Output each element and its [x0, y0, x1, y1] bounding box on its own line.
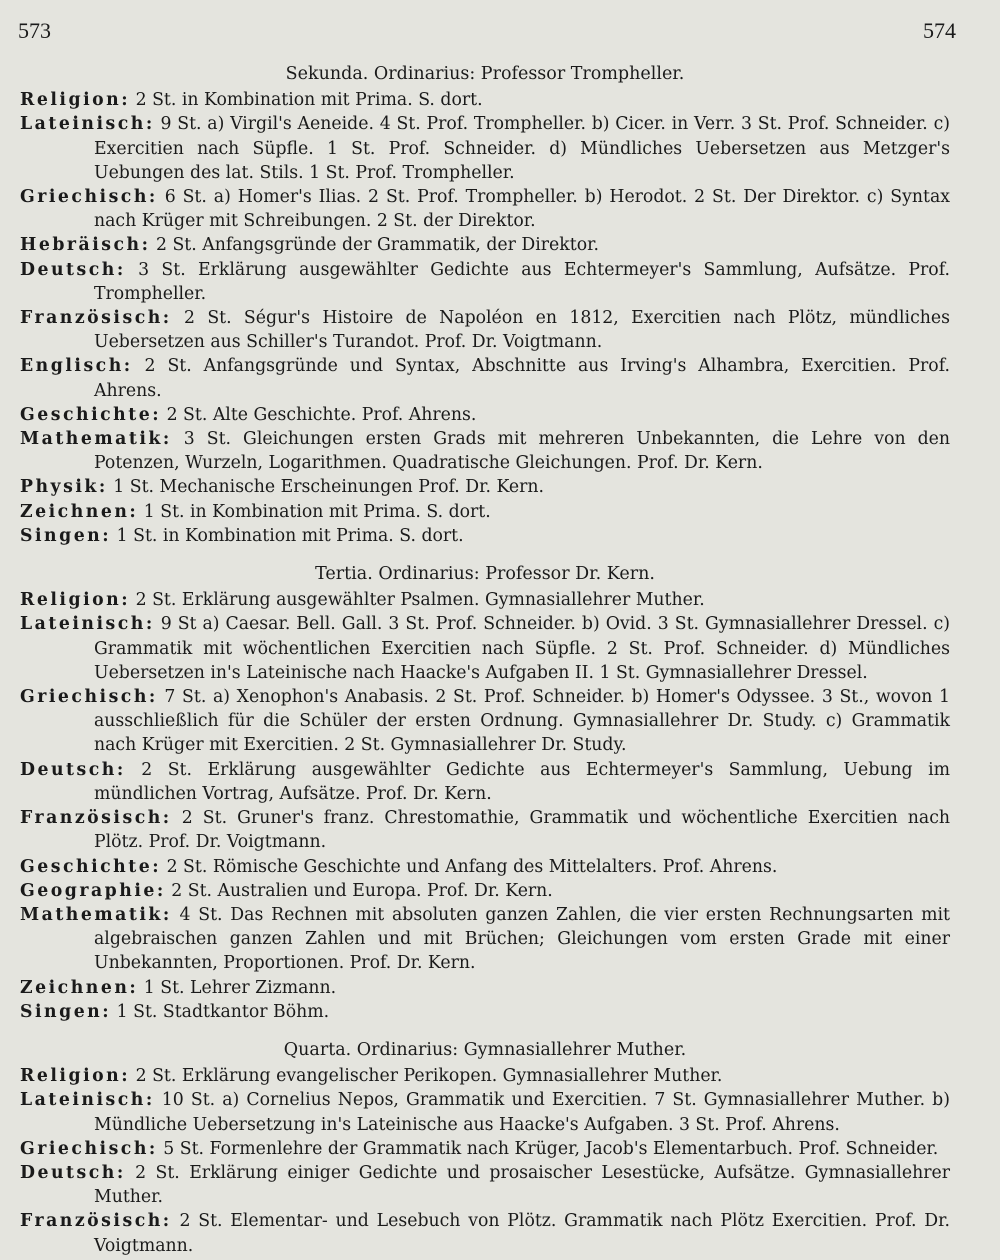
subject-label: Mathematik: — [20, 429, 172, 450]
entry — [20, 1209, 950, 1257]
entry — [20, 258, 950, 306]
subject-label: Hebräisch: — [20, 235, 151, 256]
entry-text: 2 St. Anfangsgründe und Syntax, Abschnitte aus Irving's Alhambra, Exercitien. Prof. Ahrens. — [94, 356, 950, 401]
entry — [20, 1137, 950, 1161]
subject-label: Lateinisch: — [20, 614, 155, 635]
entry — [20, 612, 950, 685]
entry-text: 1 St. Stadtkantor Böhm. — [111, 1001, 330, 1022]
entry — [20, 427, 950, 475]
subject-label: Griechisch: — [20, 687, 158, 708]
entry-text: 2 St. in Kombination mit Prima. S. dort. — [130, 90, 483, 111]
entry — [20, 306, 950, 354]
entry-text: 2 St. Ségur's Histoire de Napoléon en 1812, Exercitien nach Plötz, mündliches Uebersetzen aus Schiller's Turandot. Prof. Dr. Voigtmann. — [94, 308, 950, 353]
subject-label: Lateinisch: — [20, 1090, 155, 1111]
section-heading-sekunda: Sekunda. Ordinarius: Professor Trompheller. — [285, 64, 685, 84]
subject-label: Deutsch: — [20, 1162, 126, 1183]
entry — [20, 185, 950, 233]
page-number-right: 574 — [923, 18, 956, 43]
entry-text: 9 St a) Caesar. Bell. Gall. 3 St. Prof. Schneider. b) Ovid. 3 St. Gymnasiallehrer Dressel. c) Grammatik mit wöchentlichen Exercitien nach Süpfle. 2 St. Prof. Schneider. d) Mündliches Uebersetzen in's Lateinische nach Haacke's Aufgaben II. 1 St. Gymnasiallehrer Dressel. — [94, 614, 950, 683]
entry — [20, 1064, 950, 1088]
entry-text: 1 St. in Kombination mit Prima. S. dort. — [138, 501, 491, 522]
subject-label: Geographie: — [20, 880, 166, 901]
subject-label: Deutsch: — [20, 759, 126, 780]
subject-label: Mathematik: — [20, 904, 172, 925]
subject-label: Physik: — [20, 477, 108, 498]
entry-text: 1 St. Lehrer Zizmann. — [138, 977, 337, 998]
entry — [20, 354, 950, 402]
subject-label: Griechisch: — [20, 1138, 158, 1159]
entry-text: 2 St. Erklärung evangelischer Perikopen. Gymnasiallehrer Muther. — [130, 1066, 723, 1087]
entry — [20, 524, 950, 548]
entry-text: 3 St. Erklärung ausgewählter Gedichte aus Echtermeyer's Sammlung, Aufsätze. Prof. Trompheller. — [94, 259, 950, 304]
subject-label: Geschichte: — [20, 856, 162, 877]
entry-text: 3 St. Gleichungen ersten Grads mit mehreren Unbekannten, die Lehre von den Potenzen, Wurzeln, Logarithmen. Quadratische Gleichungen. Prof. Dr. Kern. — [94, 429, 950, 474]
entry — [20, 903, 950, 976]
entry-text: 2 St. Anfangsgründe der Grammatik, der Direktor. — [150, 235, 599, 256]
entry-text: 5 St. Formenlehre der Grammatik nach Krüger, Jacob's Elementarbuch. Prof. Schneider. — [157, 1138, 939, 1159]
entry-text: 2 St. Alte Geschichte. Prof. Ahrens. — [161, 404, 477, 425]
subject-label: Französisch: — [20, 308, 172, 329]
entry-text: 2 St. Erklärung einiger Gedichte und prosaischer Lesestücke, Aufsätze. Gymnasiallehrer Muther. — [94, 1162, 950, 1208]
entry — [20, 112, 950, 185]
subject-label: Deutsch: — [20, 259, 126, 280]
entry-text: 2 St. Erklärung ausgewählter Psalmen. Gymnasiallehrer Muther. — [130, 590, 705, 611]
subject-label: Religion: — [20, 90, 131, 111]
entry-text: 2 St. Römische Geschichte und Anfang des Mittelalters. Prof. Ahrens. — [161, 856, 778, 877]
entry — [20, 403, 950, 427]
subject-label: Singen: — [20, 525, 112, 546]
entry-text: 4 St. Das Rechnen mit absoluten ganzen Zahlen, die vier ersten Rechnungsarten mit algebraischen ganzen Zahlen und mit Brüchen; Gleichungen vom ersten Grade mit einer Unbekannten, Proportionen. Prof. Dr. Kern. — [94, 904, 950, 974]
subject-label: Religion: — [20, 590, 131, 611]
subject-label: Zeichnen: — [20, 977, 139, 998]
subject-label: Singen: — [20, 1001, 112, 1022]
entry — [20, 855, 950, 879]
subject-label: Lateinisch: — [20, 114, 155, 135]
entry — [20, 1000, 950, 1024]
subject-label: Geschichte: — [20, 404, 162, 425]
entry-text: 6 St. a) Homer's Ilias. 2 St. Prof. Trompheller. b) Herodot. 2 St. Der Direktor. c) Syntax nach Krüger mit Schreibungen. 2 St. der Direktor. — [94, 187, 950, 232]
subject-label: Französisch: — [20, 1211, 172, 1232]
entry — [20, 500, 950, 524]
entry-text: 1 St. Mechanische Erscheinungen Prof. Dr. Kern. — [107, 477, 545, 498]
subject-label: Englisch: — [20, 356, 133, 377]
entry — [20, 806, 950, 854]
entry — [20, 879, 950, 903]
subject-label: Religion: — [20, 1066, 131, 1087]
entry-text: 2 St. Erklärung ausgewählter Gedichte aus Echtermeyer's Sammlung, Uebung im mündlichen Vortrag, Aufsätze. Prof. Dr. Kern. — [94, 759, 950, 804]
entry-text: 7 St. a) Xenophon's Anabasis. 2 St. Prof. Schneider. b) Homer's Odyssee. 3 St., wovon 1 ausschließlich für die Schüler der ersten Ordnung. Gymnasiallehrer Dr. Study. c) Grammatik nach Krüger mit Exercitien. 2 St. Gymnasiallehrer Dr. Study. — [94, 687, 950, 756]
document-body — [20, 58, 950, 1258]
entry — [20, 758, 950, 806]
entry — [20, 976, 950, 1000]
subject-label: Griechisch: — [20, 187, 158, 208]
entry-text: 2 St. Australien und Europa. Prof. Dr. Kern. — [165, 880, 553, 901]
subject-label: Französisch: — [20, 808, 172, 829]
entry-text: 1 St. in Kombination mit Prima. S. dort. — [111, 525, 464, 546]
entry — [20, 685, 950, 758]
entry-text: 2 St. Gruner's franz. Chrestomathie, Grammatik und wöchentliche Exercitien nach Plötz. Prof. Dr. Voigtmann. — [94, 808, 950, 853]
entry — [20, 1161, 950, 1209]
page-number-left: 573 — [18, 18, 51, 43]
entry-text: 2 St. Elementar- und Lesebuch von Plötz. Grammatik nach Plötz Exercitien. Prof. Dr. Voigtmann. — [94, 1211, 950, 1256]
entry — [20, 88, 950, 112]
entry — [20, 475, 950, 499]
entry — [20, 1088, 950, 1136]
section-heading-quarta: Quarta. Ordinarius: Gymnasiallehrer Muther. — [283, 1039, 687, 1060]
subject-label: Zeichnen: — [20, 501, 139, 522]
section-heading-tertia: Tertia. Ordinarius: Professor Dr. Kern. — [315, 564, 655, 585]
entry — [20, 233, 950, 257]
entry-text: 10 St. a) Cornelius Nepos, Grammatik und Exercitien. 7 St. Gymnasiallehrer Muther. b) Mündliche Uebersetzung in's Lateinische aus Haacke's Aufgaben. 3 St. Prof. Ahrens. — [94, 1090, 950, 1135]
entry — [20, 588, 950, 612]
entry-text: 9 St. a) Virgil's Aeneide. 4 St. Prof. Trompheller. b) Cicer. in Verr. 3 St. Prof. Schneider. c) Exercitien nach Süpfle. 1 St. Prof. Schneider. d) Mündliches Uebersetzen aus Metzger's Uebungen des lat. Stils. 1 St. Prof. Trompheller. — [94, 114, 950, 183]
